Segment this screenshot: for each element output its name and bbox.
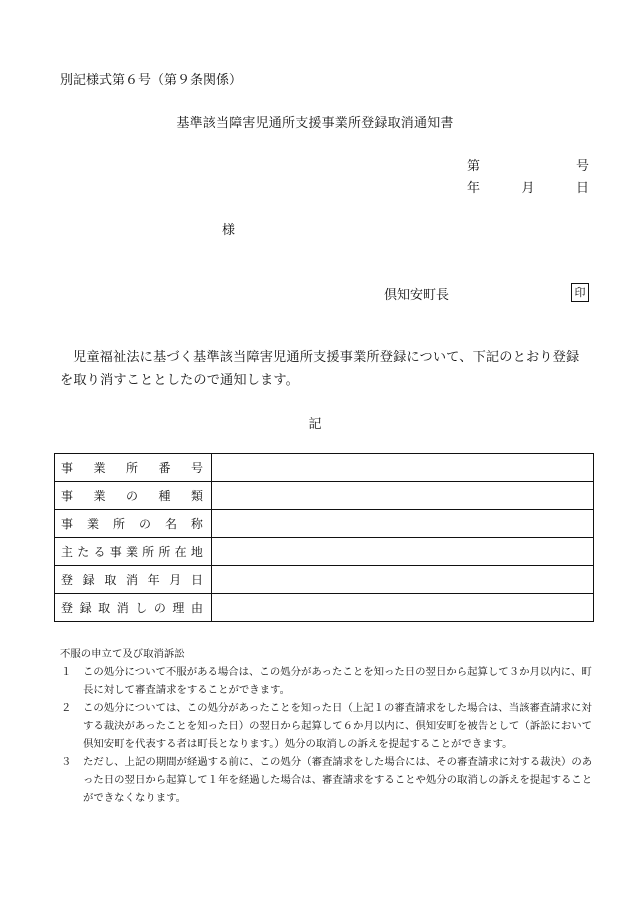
row-label-text: 事 業 所 番 号 xyxy=(61,461,203,475)
reference-number xyxy=(467,155,589,174)
table-row xyxy=(55,566,594,594)
row-value-field[interactable] xyxy=(212,482,594,510)
table-row xyxy=(55,510,594,538)
row-value-field[interactable] xyxy=(212,566,594,594)
appeal-note-item xyxy=(60,699,594,753)
row-value-field[interactable] xyxy=(212,454,594,482)
ki-heading: 記 xyxy=(308,417,322,432)
appeal-note-number: １ xyxy=(61,666,72,678)
reference-number-prefix: 第 xyxy=(467,159,481,174)
appeal-note-item xyxy=(60,663,594,699)
row-label xyxy=(55,454,212,482)
row-label xyxy=(55,594,212,622)
issuer-name: 倶知安町長 xyxy=(384,288,450,303)
appeal-notes xyxy=(60,645,594,807)
row-label-text: 主 た る 事 業 所 所 在 地 xyxy=(61,545,203,559)
form-label: 別記様式第６号（第９条関係） xyxy=(60,73,243,88)
table-row xyxy=(55,482,594,510)
row-value-field[interactable] xyxy=(212,594,594,622)
row-label-text: 事 業 所 の 名 称 xyxy=(61,517,203,531)
row-label-text: 登 録 取 消 し の 理 由 xyxy=(61,601,203,615)
appeal-notes-heading: 不服の申立て及び取消訴訟 xyxy=(60,648,185,660)
reference-number-suffix: 号 xyxy=(575,159,589,174)
row-value-field[interactable] xyxy=(212,510,594,538)
appeal-note-number: ３ xyxy=(61,756,72,768)
appeal-note-text: ただし、上記の期間が経過する前に、この処分（審査請求をした場合には、その審査請求に対する裁決）のあった日の翌日から起算して１年を経過した場合は、審査請求をすることや処分の取消しの訴えを提起することができなくなります。 xyxy=(83,756,593,804)
row-label xyxy=(55,538,212,566)
row-label xyxy=(55,566,212,594)
row-value-field[interactable] xyxy=(212,538,594,566)
appeal-note-text: この処分については、この処分があったことを知った日（上記１の審査請求をした場合は、当該審査請求に対する裁決があったことを知った日）の翌日から起算して６か月以内に、倶知安町を被告として（訴訟において倶知安町を代表する者は町長となります。）処分の取消しの訴えを提起することができます。 xyxy=(83,702,593,750)
notice-body: 児童福祉法に基づく基準該当障害児通所支援事業所登録について、下記のとおり登録を取り消すこととしたので通知します。 xyxy=(60,350,580,388)
row-label xyxy=(55,482,212,510)
appeal-note-text: この処分について不服がある場合は、この処分があったことを知った日の翌日から起算して３か月以内に、町長に対して審査請求をすることができます。 xyxy=(83,666,592,696)
appeal-note-item xyxy=(60,753,594,807)
row-label-text: 事 業 の 種 類 xyxy=(61,489,203,503)
table-row xyxy=(55,594,594,622)
table-row xyxy=(55,454,594,482)
date-day: 日 xyxy=(575,181,589,196)
date-month: 月 xyxy=(521,181,535,196)
date-year: 年 xyxy=(467,181,481,196)
row-label-text: 登 録 取 消 年 月 日 xyxy=(61,573,203,587)
document-title: 基準該当障害児通所支援事業所登録取消通知書 xyxy=(176,116,454,131)
row-label xyxy=(55,510,212,538)
addressee: 様 xyxy=(222,223,236,238)
appeal-note-number: ２ xyxy=(61,702,72,714)
table-row xyxy=(55,538,594,566)
issue-date xyxy=(467,177,589,196)
registration-table xyxy=(54,453,594,622)
seal-mark: 印 xyxy=(571,283,589,302)
